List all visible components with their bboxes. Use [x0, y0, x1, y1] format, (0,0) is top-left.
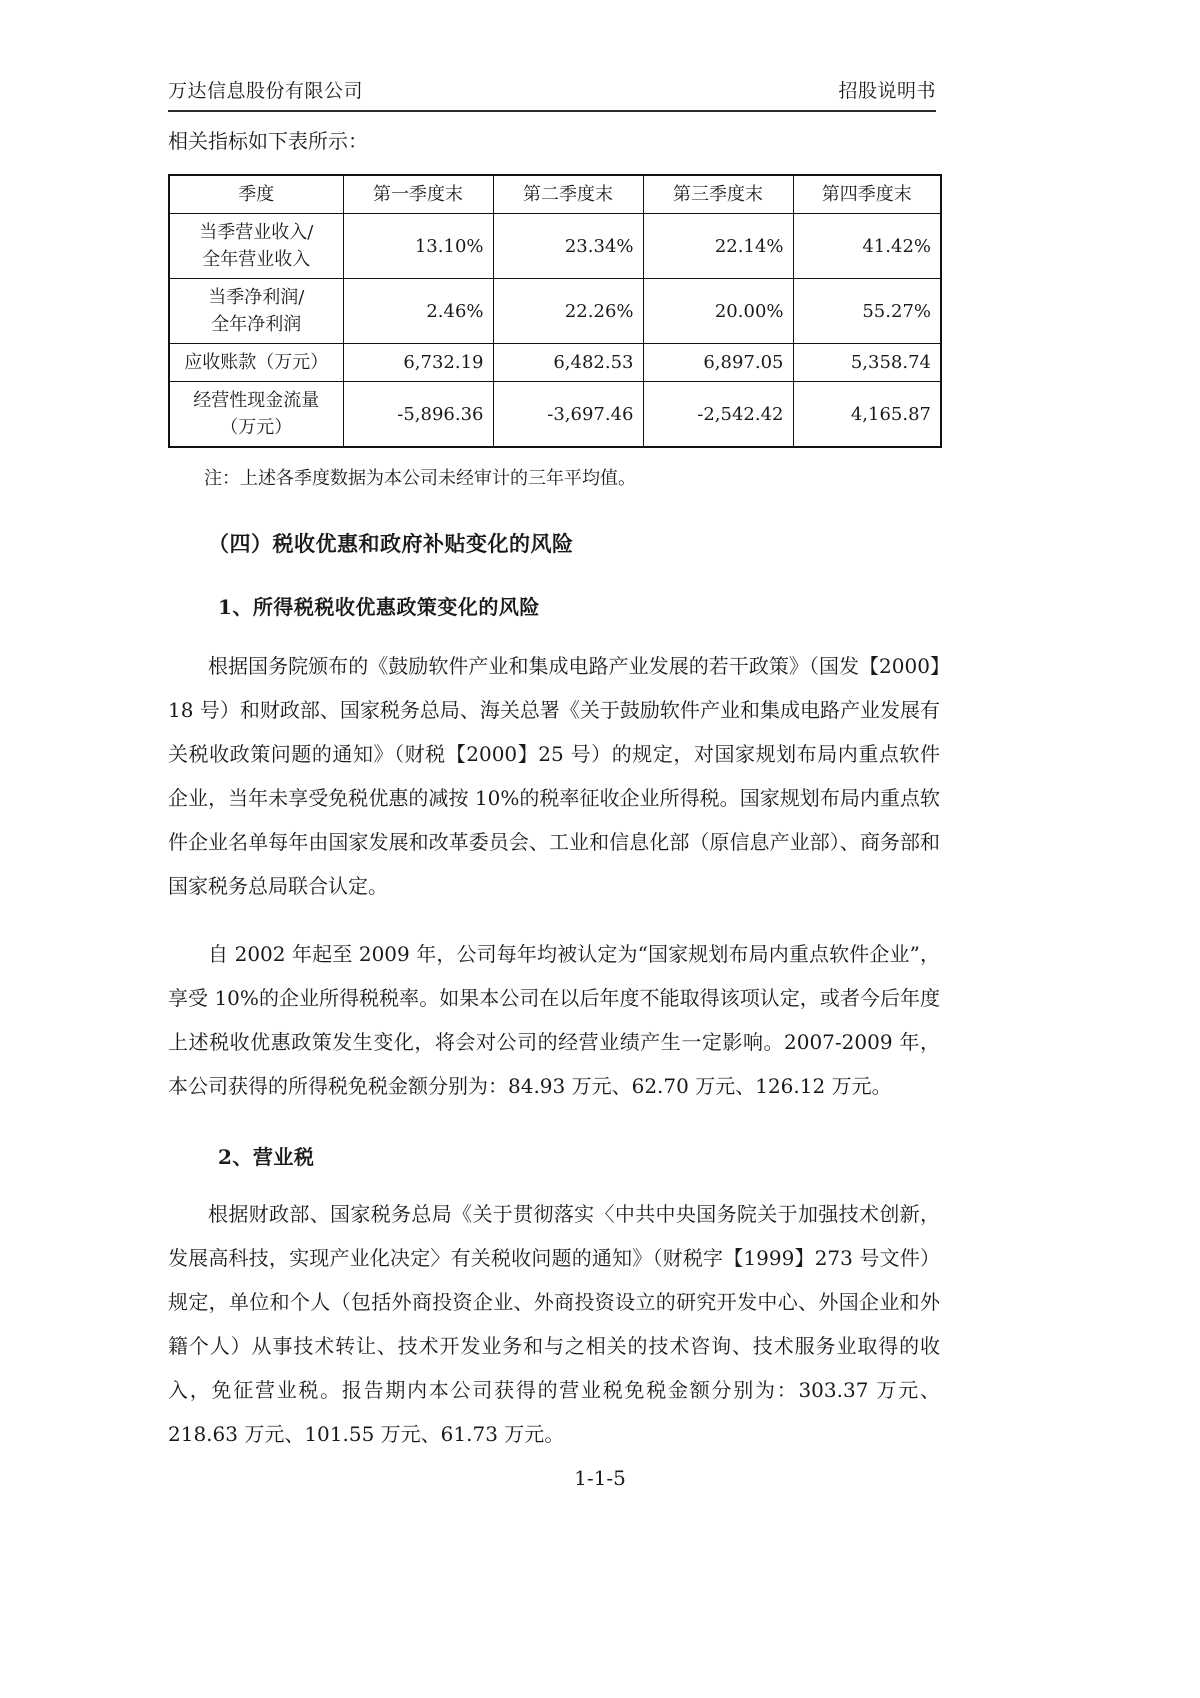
header-document-type: 招股说明书: [838, 80, 936, 102]
cell-value: 41.42%: [793, 214, 941, 279]
column-header-q3: 第三季度末: [643, 175, 793, 214]
table-note: 注：上述各季度数据为本公司未经审计的三年平均值。: [204, 468, 636, 489]
page-number: 1-1-5: [574, 1466, 626, 1490]
column-header-q4: 第四季度末: [793, 175, 941, 214]
paragraph-business-tax: 根据财政部、国家税务总局《关于贯彻落实〈中共中央国务院关于加强技术创新，发展高科技，实现产业化决定〉有关税收问题的通知》（财税字【1999】273 号文件）规定，单位和个人（包括外商投资企业、外商投资设立的研究开发中心、外国企业和外籍个人）从事技术转让、技术开发业务和与之相关的技术咨询、技术服务业取得的收入，免征营业税。报告期内本公司获得的营业税免税金额分别为：303.37 万元、218.63 万元、101.55 万元、61.73 万元。: [168, 1202, 940, 1446]
row-label: [169, 382, 343, 448]
cell-value: 6,482.53: [493, 344, 643, 382]
cell-value: 2.46%: [343, 279, 493, 344]
row-label: [169, 279, 343, 344]
cell-value: 13.10%: [343, 214, 493, 279]
page-footer: [0, 1466, 1200, 1490]
header-company-name: 万达信息股份有限公司: [168, 80, 364, 102]
cell-value: 20.00%: [643, 279, 793, 344]
quarterly-metrics-table: [168, 174, 942, 448]
subsection-heading-one: 1、所得税税收优惠政策变化的风险: [218, 595, 540, 619]
running-header: [168, 76, 936, 112]
row-label-line1: 经营性现金流量: [193, 390, 320, 411]
column-header-q1: 第一季度末: [343, 175, 493, 214]
table-row: [169, 344, 941, 382]
page-content: [168, 126, 940, 1456]
cell-value: -2,542.42: [643, 382, 793, 448]
cell-value: 22.14%: [643, 214, 793, 279]
cell-value: 4,165.87: [793, 382, 941, 448]
cell-value: -3,697.46: [493, 382, 643, 448]
paragraph-key-software-enterprise: 自 2002 年起至 2009 年，公司每年均被认定为“国家规划布局内重点软件企业”，享受 10%的企业所得税税率。如果本公司在以后年度不能取得该项认定，或者今后年度上述税收优惠政策发生变化，将会对公司的经营业绩产生一定影响。2007-2009 年，本公司获得的所得税免税金额分别为：84.93 万元、62.70 万元、126.12 万元。: [168, 942, 940, 1098]
cell-value: 22.26%: [493, 279, 643, 344]
cell-value: 5,358.74: [793, 344, 941, 382]
row-label-line2: 全年营业收入: [202, 249, 311, 270]
paragraph-income-tax-policy: 根据国务院颁布的《鼓励软件产业和集成电路产业发展的若干政策》（国发【2000】18 号）和财政部、国家税务总局、海关总署《关于鼓励软件产业和集成电路产业发展有关税收政策问题的通知》（财税【2000】25 号）的规定，对国家规划布局内重点软件企业，当年未享受免税优惠的减按 10%的税率征收企业所得税。国家规划布局内重点软件企业名单每年由国家发展和改革委员会、工业和信息化部（原信息产业部）、商务部和国家税务总局联合认定。: [168, 654, 940, 898]
table-row: [169, 279, 941, 344]
cell-value: 55.27%: [793, 279, 941, 344]
cell-value: -5,896.36: [343, 382, 493, 448]
row-label-line2: 全年净利润: [211, 314, 302, 335]
column-header-q2: 第二季度末: [493, 175, 643, 214]
row-label: 应收账款（万元）: [169, 344, 343, 382]
cell-value: 6,732.19: [343, 344, 493, 382]
lead-in-text: 相关指标如下表所示：: [168, 129, 368, 153]
table-row: [169, 382, 941, 448]
table-row: [169, 214, 941, 279]
section-heading-four: （四）税收优惠和政府补贴变化的风险: [208, 531, 574, 556]
cell-value: 6,897.05: [643, 344, 793, 382]
row-label-line2: （万元）: [220, 417, 293, 438]
row-label-line1: 当季营业收入/: [199, 222, 314, 243]
table-header-row: [169, 175, 941, 214]
row-label: [169, 214, 343, 279]
subsection-heading-two: 2、营业税: [218, 1145, 315, 1169]
cell-value: 23.34%: [493, 214, 643, 279]
row-label-line1: 当季净利润/: [208, 287, 305, 308]
column-header-quarter: 季度: [169, 175, 343, 214]
